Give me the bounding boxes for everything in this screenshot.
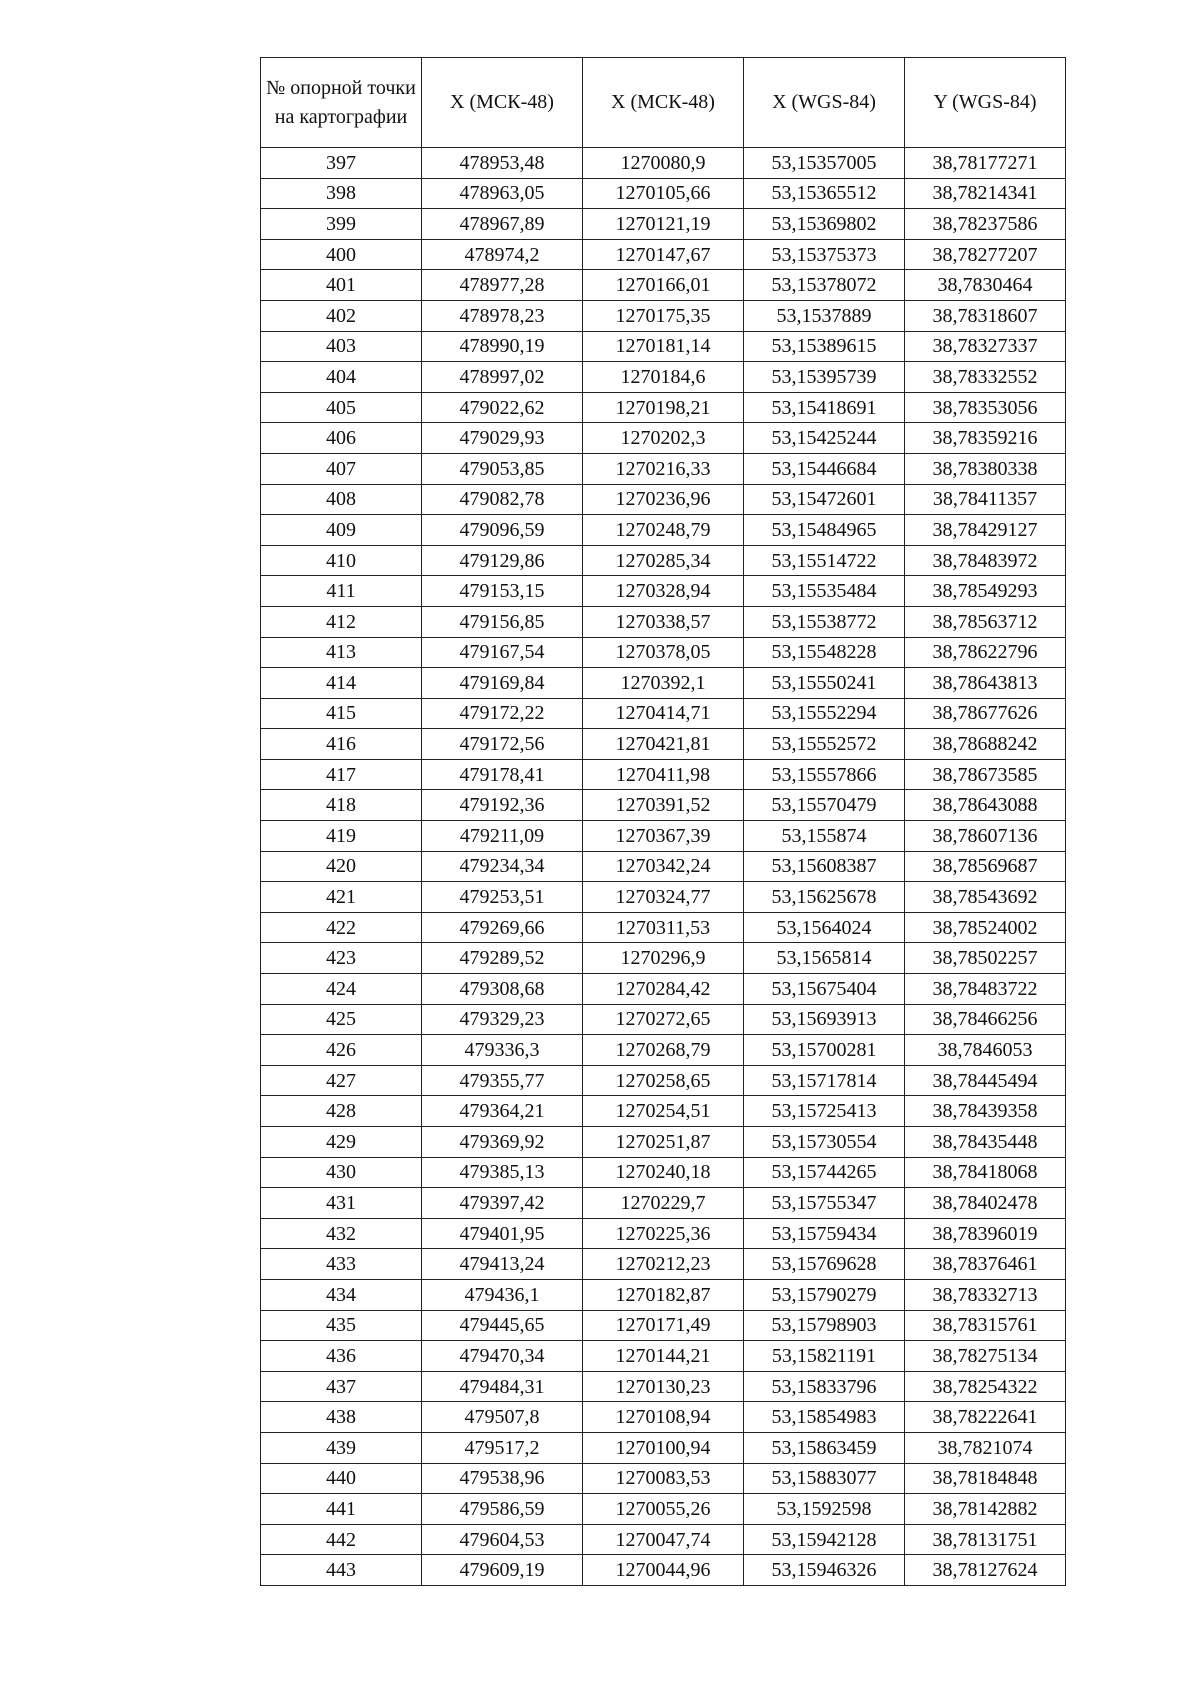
x-msk48-cell: 479517,2 [422,1432,583,1463]
point-number-cell: 415 [261,698,422,729]
x-msk48-second-cell: 1270251,87 [583,1127,744,1158]
x-msk48-cell: 479156,85 [422,606,583,637]
x-wgs84-cell: 53,15418691 [744,392,905,423]
x-wgs84-cell: 53,15369802 [744,209,905,240]
y-wgs84-cell: 38,78222641 [905,1402,1066,1433]
x-wgs84-cell: 53,15548228 [744,637,905,668]
x-wgs84-cell: 53,15700281 [744,1035,905,1066]
x-msk48-cell: 479507,8 [422,1402,583,1433]
x-msk48-second-cell: 1270175,35 [583,300,744,331]
table-row [261,637,1066,668]
x-wgs84-cell: 53,15395739 [744,362,905,393]
x-msk48-second-cell: 1270144,21 [583,1341,744,1372]
y-wgs84-cell: 38,78483972 [905,545,1066,576]
y-wgs84-cell: 38,78622796 [905,637,1066,668]
point-number-cell: 400 [261,239,422,270]
x-msk48-second-cell: 1270100,94 [583,1432,744,1463]
x-msk48-second-cell: 1270367,39 [583,821,744,852]
x-msk48-second-cell: 1270184,6 [583,362,744,393]
x-msk48-cell: 479397,42 [422,1188,583,1219]
table-row [261,759,1066,790]
x-msk48-second-cell: 1270328,94 [583,576,744,607]
y-wgs84-cell: 38,78569687 [905,851,1066,882]
point-number-cell: 417 [261,759,422,790]
table-row [261,1249,1066,1280]
point-number-cell: 409 [261,515,422,546]
table-row [261,1494,1066,1525]
y-wgs84-cell: 38,78643088 [905,790,1066,821]
y-wgs84-cell: 38,78315761 [905,1310,1066,1341]
table-row [261,1188,1066,1219]
table-row [261,1157,1066,1188]
table-row [261,1218,1066,1249]
x-msk48-cell: 479029,93 [422,423,583,454]
point-number-cell: 413 [261,637,422,668]
y-wgs84-cell: 38,7846053 [905,1035,1066,1066]
point-number-cell: 405 [261,392,422,423]
x-wgs84-cell: 53,1564024 [744,912,905,943]
x-msk48-cell: 479369,92 [422,1127,583,1158]
point-number-cell: 433 [261,1249,422,1280]
y-wgs84-cell: 38,78677626 [905,698,1066,729]
y-wgs84-cell: 38,78332552 [905,362,1066,393]
x-wgs84-cell: 53,15693913 [744,1004,905,1035]
x-msk48-cell: 479586,59 [422,1494,583,1525]
x-msk48-second-cell: 1270182,87 [583,1279,744,1310]
x-wgs84-cell: 53,15557866 [744,759,905,790]
point-number-cell: 419 [261,821,422,852]
x-msk48-second-cell: 1270108,94 [583,1402,744,1433]
y-wgs84-cell: 38,78543692 [905,882,1066,913]
x-msk48-cell: 479609,19 [422,1555,583,1586]
x-msk48-second-cell: 1270171,49 [583,1310,744,1341]
point-number-cell: 412 [261,606,422,637]
y-wgs84-cell: 38,78402478 [905,1188,1066,1219]
table-row [261,453,1066,484]
x-msk48-cell: 479401,95 [422,1218,583,1249]
x-msk48-cell: 479470,34 [422,1341,583,1372]
x-msk48-cell: 478977,28 [422,270,583,301]
x-msk48-cell: 478963,05 [422,178,583,209]
x-wgs84-cell: 53,15552294 [744,698,905,729]
x-msk48-cell: 479096,59 [422,515,583,546]
x-msk48-second-cell: 1270198,21 [583,392,744,423]
y-wgs84-cell: 38,78214341 [905,178,1066,209]
point-number-cell: 403 [261,331,422,362]
y-wgs84-cell: 38,78396019 [905,1218,1066,1249]
table-row [261,1096,1066,1127]
x-msk48-second-cell: 1270378,05 [583,637,744,668]
table-row [261,1279,1066,1310]
point-number-cell: 438 [261,1402,422,1433]
x-wgs84-cell: 53,15946326 [744,1555,905,1586]
header-x-wgs84: X (WGS-84) [744,58,905,148]
x-msk48-second-cell: 1270236,96 [583,484,744,515]
x-msk48-second-cell: 1270285,34 [583,545,744,576]
x-msk48-second-cell: 1270342,24 [583,851,744,882]
x-wgs84-cell: 53,15365512 [744,178,905,209]
table-row [261,331,1066,362]
x-wgs84-cell: 53,15833796 [744,1371,905,1402]
point-number-cell: 421 [261,882,422,913]
point-number-cell: 428 [261,1096,422,1127]
x-msk48-second-cell: 1270080,9 [583,148,744,179]
table-row [261,270,1066,301]
point-number-cell: 439 [261,1432,422,1463]
x-msk48-cell: 478974,2 [422,239,583,270]
x-msk48-second-cell: 1270105,66 [583,178,744,209]
point-number-cell: 436 [261,1341,422,1372]
point-number-cell: 407 [261,453,422,484]
x-wgs84-cell: 53,15446684 [744,453,905,484]
x-msk48-cell: 479436,1 [422,1279,583,1310]
x-wgs84-cell: 53,15538772 [744,606,905,637]
x-msk48-cell: 479172,22 [422,698,583,729]
table-row [261,1371,1066,1402]
coordinates-table [260,57,1066,1586]
point-number-cell: 402 [261,300,422,331]
x-wgs84-cell: 53,15942128 [744,1524,905,1555]
x-msk48-cell: 478978,23 [422,300,583,331]
x-msk48-cell: 479082,78 [422,484,583,515]
point-number-cell: 423 [261,943,422,974]
y-wgs84-cell: 38,78607136 [905,821,1066,852]
table-row [261,821,1066,852]
x-msk48-cell: 479445,65 [422,1310,583,1341]
x-msk48-second-cell: 1270240,18 [583,1157,744,1188]
table-row [261,1524,1066,1555]
x-msk48-second-cell: 1270284,42 [583,974,744,1005]
x-wgs84-cell: 53,15744265 [744,1157,905,1188]
y-wgs84-cell: 38,78502257 [905,943,1066,974]
y-wgs84-cell: 38,78380338 [905,453,1066,484]
x-msk48-cell: 479022,62 [422,392,583,423]
point-number-cell: 429 [261,1127,422,1158]
x-msk48-cell: 479178,41 [422,759,583,790]
y-wgs84-cell: 38,78439358 [905,1096,1066,1127]
x-msk48-second-cell: 1270044,96 [583,1555,744,1586]
x-msk48-second-cell: 1270421,81 [583,729,744,760]
x-msk48-second-cell: 1270216,33 [583,453,744,484]
point-number-cell: 442 [261,1524,422,1555]
x-wgs84-cell: 53,15883077 [744,1463,905,1494]
point-number-cell: 437 [261,1371,422,1402]
table-row [261,545,1066,576]
x-wgs84-cell: 53,15552572 [744,729,905,760]
table-row [261,515,1066,546]
table-row [261,1555,1066,1586]
x-msk48-cell: 478967,89 [422,209,583,240]
x-msk48-cell: 479538,96 [422,1463,583,1494]
x-msk48-second-cell: 1270258,65 [583,1065,744,1096]
x-msk48-second-cell: 1270324,77 [583,882,744,913]
table-row [261,851,1066,882]
point-number-cell: 434 [261,1279,422,1310]
header-y-wgs84: Y (WGS-84) [905,58,1066,148]
x-wgs84-cell: 53,15755347 [744,1188,905,1219]
x-msk48-cell: 479169,84 [422,668,583,699]
x-wgs84-cell: 53,1537889 [744,300,905,331]
table-row [261,606,1066,637]
table-row [261,790,1066,821]
header-row [261,58,1066,148]
table-header [261,58,1066,148]
y-wgs84-cell: 38,78254322 [905,1371,1066,1402]
x-wgs84-cell: 53,15675404 [744,974,905,1005]
x-msk48-cell: 479269,66 [422,912,583,943]
x-wgs84-cell: 53,15357005 [744,148,905,179]
y-wgs84-cell: 38,78353056 [905,392,1066,423]
x-msk48-second-cell: 1270296,9 [583,943,744,974]
point-number-cell: 404 [261,362,422,393]
x-msk48-second-cell: 1270047,74 [583,1524,744,1555]
table-row [261,668,1066,699]
point-number-cell: 432 [261,1218,422,1249]
table-body [261,148,1066,1586]
table-row [261,148,1066,179]
x-msk48-cell: 479413,24 [422,1249,583,1280]
x-msk48-cell: 479053,85 [422,453,583,484]
point-number-cell: 441 [261,1494,422,1525]
point-number-cell: 422 [261,912,422,943]
point-number-cell: 443 [261,1555,422,1586]
table-row [261,943,1066,974]
header-x-msk48-second: X (МСК-48) [583,58,744,148]
point-number-cell: 420 [261,851,422,882]
table-row [261,698,1066,729]
y-wgs84-cell: 38,78127624 [905,1555,1066,1586]
x-wgs84-cell: 53,15570479 [744,790,905,821]
table-row [261,882,1066,913]
x-msk48-second-cell: 1270181,14 [583,331,744,362]
y-wgs84-cell: 38,78318607 [905,300,1066,331]
table-row [261,729,1066,760]
point-number-cell: 418 [261,790,422,821]
x-wgs84-cell: 53,15514722 [744,545,905,576]
table-row [261,484,1066,515]
x-msk48-cell: 479336,3 [422,1035,583,1066]
table-row [261,1127,1066,1158]
x-msk48-cell: 479329,23 [422,1004,583,1035]
y-wgs84-cell: 38,7830464 [905,270,1066,301]
point-number-cell: 426 [261,1035,422,1066]
y-wgs84-cell: 38,78563712 [905,606,1066,637]
point-number-cell: 425 [261,1004,422,1035]
point-number-cell: 414 [261,668,422,699]
x-msk48-second-cell: 1270212,23 [583,1249,744,1280]
x-wgs84-cell: 53,15625678 [744,882,905,913]
y-wgs84-cell: 38,78435448 [905,1127,1066,1158]
point-number-cell: 430 [261,1157,422,1188]
x-wgs84-cell: 53,15389615 [744,331,905,362]
x-wgs84-cell: 53,155874 [744,821,905,852]
y-wgs84-cell: 38,78131751 [905,1524,1066,1555]
table-row [261,1035,1066,1066]
point-number-cell: 416 [261,729,422,760]
x-msk48-cell: 479211,09 [422,821,583,852]
x-wgs84-cell: 53,15769628 [744,1249,905,1280]
x-msk48-second-cell: 1270272,65 [583,1004,744,1035]
table-row [261,1341,1066,1372]
x-msk48-second-cell: 1270254,51 [583,1096,744,1127]
y-wgs84-cell: 38,78359216 [905,423,1066,454]
y-wgs84-cell: 38,78376461 [905,1249,1066,1280]
y-wgs84-cell: 38,78275134 [905,1341,1066,1372]
y-wgs84-cell: 38,78445494 [905,1065,1066,1096]
x-wgs84-cell: 53,15730554 [744,1127,905,1158]
x-wgs84-cell: 53,15375373 [744,239,905,270]
x-msk48-second-cell: 1270414,71 [583,698,744,729]
x-msk48-cell: 479484,31 [422,1371,583,1402]
point-number-cell: 408 [261,484,422,515]
x-msk48-second-cell: 1270225,36 [583,1218,744,1249]
y-wgs84-cell: 38,78643813 [905,668,1066,699]
x-msk48-second-cell: 1270268,79 [583,1035,744,1066]
point-number-cell: 397 [261,148,422,179]
x-msk48-cell: 478997,02 [422,362,583,393]
table-row [261,239,1066,270]
header-x-msk48: X (МСК-48) [422,58,583,148]
y-wgs84-cell: 38,78237586 [905,209,1066,240]
x-msk48-second-cell: 1270147,67 [583,239,744,270]
x-msk48-second-cell: 1270202,3 [583,423,744,454]
point-number-cell: 398 [261,178,422,209]
point-number-cell: 410 [261,545,422,576]
x-msk48-cell: 478953,48 [422,148,583,179]
x-wgs84-cell: 53,15484965 [744,515,905,546]
point-number-cell: 427 [261,1065,422,1096]
x-msk48-cell: 479192,36 [422,790,583,821]
table-row [261,423,1066,454]
y-wgs84-cell: 38,78673585 [905,759,1066,790]
point-number-cell: 435 [261,1310,422,1341]
table-row [261,974,1066,1005]
x-wgs84-cell: 53,15725413 [744,1096,905,1127]
y-wgs84-cell: 38,78332713 [905,1279,1066,1310]
x-msk48-second-cell: 1270121,19 [583,209,744,240]
y-wgs84-cell: 38,78327337 [905,331,1066,362]
y-wgs84-cell: 38,78277207 [905,239,1066,270]
y-wgs84-cell: 38,78411357 [905,484,1066,515]
x-msk48-second-cell: 1270166,01 [583,270,744,301]
x-msk48-second-cell: 1270392,1 [583,668,744,699]
x-wgs84-cell: 53,1565814 [744,943,905,974]
y-wgs84-cell: 38,78688242 [905,729,1066,760]
table-row [261,1310,1066,1341]
x-msk48-second-cell: 1270338,57 [583,606,744,637]
y-wgs84-cell: 38,78177271 [905,148,1066,179]
x-msk48-cell: 479129,86 [422,545,583,576]
y-wgs84-cell: 38,78184848 [905,1463,1066,1494]
y-wgs84-cell: 38,78549293 [905,576,1066,607]
table-row [261,1463,1066,1494]
x-msk48-cell: 479253,51 [422,882,583,913]
x-msk48-second-cell: 1270130,23 [583,1371,744,1402]
x-msk48-second-cell: 1270055,26 [583,1494,744,1525]
y-wgs84-cell: 38,78142882 [905,1494,1066,1525]
y-wgs84-cell: 38,7821074 [905,1432,1066,1463]
table-row [261,392,1066,423]
x-wgs84-cell: 53,15759434 [744,1218,905,1249]
x-wgs84-cell: 53,1592598 [744,1494,905,1525]
x-msk48-cell: 479385,13 [422,1157,583,1188]
x-msk48-cell: 479172,56 [422,729,583,760]
x-msk48-cell: 479234,34 [422,851,583,882]
table-row [261,912,1066,943]
point-number-cell: 411 [261,576,422,607]
y-wgs84-cell: 38,78483722 [905,974,1066,1005]
x-msk48-cell: 478990,19 [422,331,583,362]
x-wgs84-cell: 53,15378072 [744,270,905,301]
x-wgs84-cell: 53,15790279 [744,1279,905,1310]
point-number-cell: 401 [261,270,422,301]
x-msk48-second-cell: 1270248,79 [583,515,744,546]
table-row [261,1065,1066,1096]
x-wgs84-cell: 53,15425244 [744,423,905,454]
x-wgs84-cell: 53,15798903 [744,1310,905,1341]
x-msk48-second-cell: 1270391,52 [583,790,744,821]
x-wgs84-cell: 53,15535484 [744,576,905,607]
y-wgs84-cell: 38,78466256 [905,1004,1066,1035]
point-number-cell: 399 [261,209,422,240]
y-wgs84-cell: 38,78524002 [905,912,1066,943]
x-wgs84-cell: 53,15550241 [744,668,905,699]
x-msk48-second-cell: 1270311,53 [583,912,744,943]
table-row [261,1004,1066,1035]
x-msk48-second-cell: 1270411,98 [583,759,744,790]
x-wgs84-cell: 53,15863459 [744,1432,905,1463]
x-msk48-cell: 479289,52 [422,943,583,974]
x-wgs84-cell: 53,15608387 [744,851,905,882]
table-row [261,209,1066,240]
x-wgs84-cell: 53,15854983 [744,1402,905,1433]
table-row [261,362,1066,393]
point-number-cell: 431 [261,1188,422,1219]
x-msk48-cell: 479308,68 [422,974,583,1005]
x-wgs84-cell: 53,15821191 [744,1341,905,1372]
point-number-cell: 424 [261,974,422,1005]
x-msk48-cell: 479167,54 [422,637,583,668]
table-row [261,1432,1066,1463]
x-msk48-second-cell: 1270083,53 [583,1463,744,1494]
table-row [261,1402,1066,1433]
x-msk48-cell: 479364,21 [422,1096,583,1127]
x-wgs84-cell: 53,15472601 [744,484,905,515]
table-row [261,178,1066,209]
x-msk48-cell: 479153,15 [422,576,583,607]
y-wgs84-cell: 38,78418068 [905,1157,1066,1188]
table-row [261,576,1066,607]
x-msk48-cell: 479355,77 [422,1065,583,1096]
x-wgs84-cell: 53,15717814 [744,1065,905,1096]
x-msk48-second-cell: 1270229,7 [583,1188,744,1219]
point-number-cell: 440 [261,1463,422,1494]
header-point-number: № опорной точки на картографии [261,58,422,148]
table-row [261,300,1066,331]
y-wgs84-cell: 38,78429127 [905,515,1066,546]
x-msk48-cell: 479604,53 [422,1524,583,1555]
point-number-cell: 406 [261,423,422,454]
